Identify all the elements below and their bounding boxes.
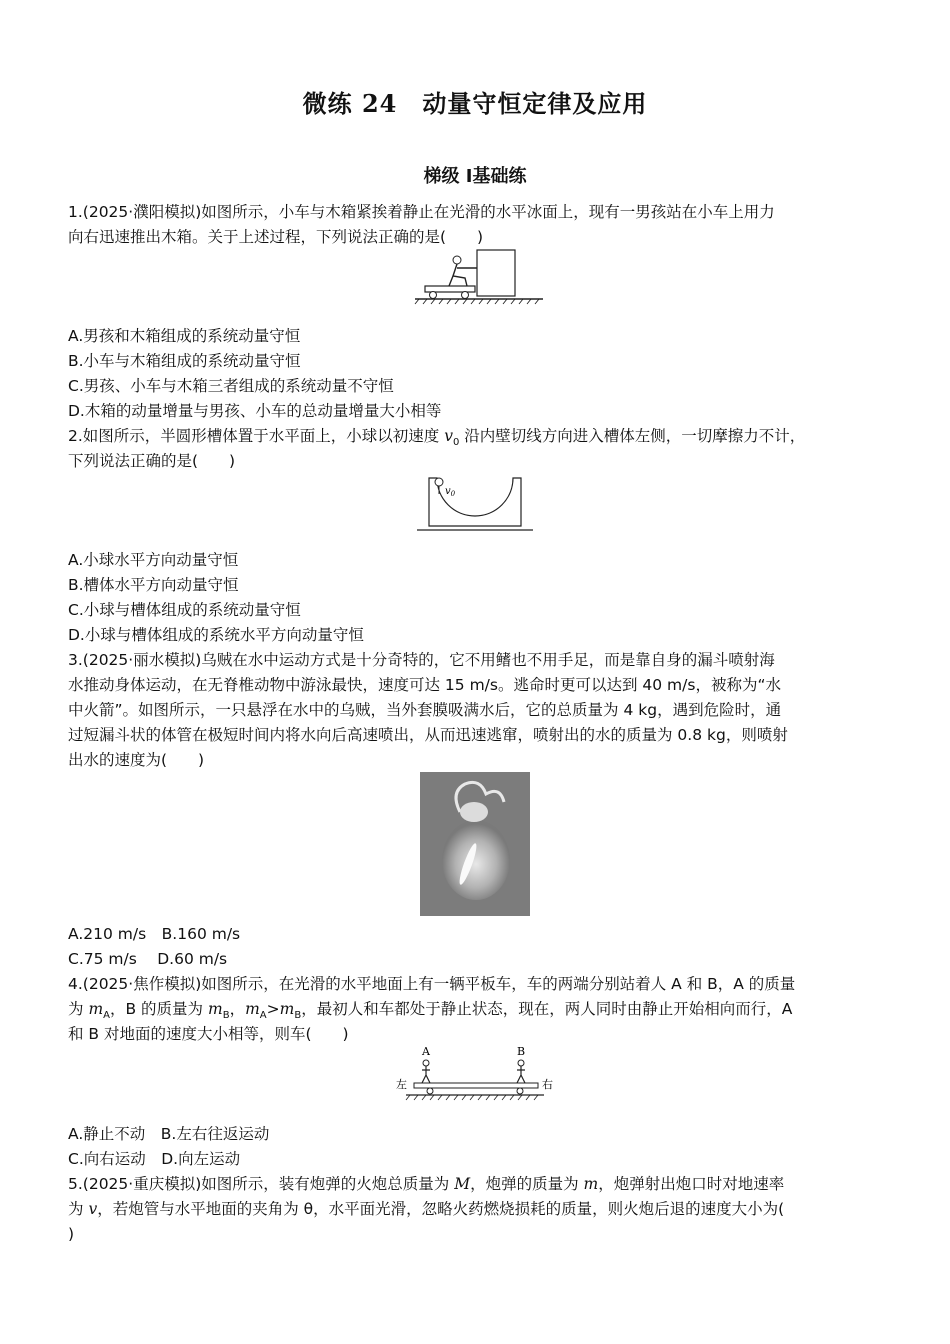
q4-stem-line3: 和 B 对地面的速度大小相等，则车( ) [68, 1025, 349, 1043]
q1-option-b: B.小车与木箱组成的系统动量守恒 [68, 352, 301, 370]
q3-stem-line2: 水推动身体运动，在无脊椎动物中游泳最快，速度可达 15 m/s。逃命时更可以达到 40 m/s，被称为“水 [68, 676, 781, 694]
q3-stem-line1: 3.(2025·丽水模拟)乌贼在水中运动方式是十分奇特的，它不用鳍也不用手足，而是靠自身的漏斗喷射海 [68, 651, 775, 669]
q2-fig-v0-label: $v_0$ [445, 486, 456, 498]
q4-options-row1: A.静止不动 B.左右往返运动 [68, 1125, 270, 1143]
q2-option-d: D.小球与槽体组成的系统水平方向动量守恒 [68, 626, 364, 644]
q2-stem-line1: 2.如图所示，半圆形槽体置于水平面上，小球以初速度 $v_0$ 沿内壁切线方向进入槽体左侧，一切摩擦力不计， [68, 427, 806, 449]
q4-stem-line2: 为 $m_A$，B 的质量为 $m_B$，$m_A>m_B$，最初人和车都处于静止状态，现在，两人同时由静止开始相向而行，A [68, 1000, 793, 1022]
q4-fig-right: 右 [542, 1078, 553, 1091]
page-title: 微练 24 动量守恒定律及应用 [302, 89, 648, 118]
q1-option-c: C.男孩、小车与木箱三者组成的系统动量不守恒 [68, 377, 394, 395]
q5-stem-line1: 5.(2025·重庆模拟)如图所示，装有炮弹的火炮总质量为 M，炮弹的质量为 m，炮弹射出炮口时对地速率 [68, 1175, 785, 1193]
q3-options-row1: A.210 m/s B.160 m/s [68, 925, 241, 943]
q1-stem-line1: 1.(2025·濮阳模拟)如图所示，小车与木箱紧挨着静止在光滑的水平冰面上，现有一男孩站在小车上用力 [68, 203, 775, 221]
q3-options-row2: C.75 m/s D.60 m/s [68, 950, 228, 968]
q2-option-b: B.槽体水平方向动量守恒 [68, 576, 239, 594]
q3-stem-line3: 中火箭”。如图所示，一只悬浮在水中的乌贼，当外套膜吸满水后，它的总质量为 4 kg，遇到危险时，通 [68, 701, 782, 719]
q4-options-row2: C.向右运动 D.向左运动 [68, 1150, 241, 1168]
q1-figure-cart-box [405, 248, 545, 306]
q2-figure-semicircle-trough [415, 474, 535, 536]
q5-stem-line3: ) [68, 1225, 75, 1243]
q3-squid-photo [420, 772, 530, 916]
q4-figure-flatcar [392, 1043, 558, 1103]
q4-fig-label-a: A [422, 1045, 430, 1058]
q3-stem-line5: 出水的速度为( ) [68, 751, 205, 769]
q5-stem-line2: 为 v，若炮管与水平地面的夹角为 θ，水平面光滑，忽略火药燃烧损耗的质量，则火炮后退的速度大小为( [68, 1200, 785, 1218]
q4-stem-line1: 4.(2025·焦作模拟)如图所示，在光滑的水平地面上有一辆平板车，车的两端分别站着人 A 和 B，A 的质量 [68, 975, 796, 993]
q1-option-d: D.木箱的动量增量与男孩、小车的总动量增量大小相等 [68, 402, 442, 420]
q2-option-c: C.小球与槽体组成的系统动量守恒 [68, 601, 301, 619]
q2-stem-line2: 下列说法正确的是( ) [68, 452, 236, 470]
q2-option-a: A.小球水平方向动量守恒 [68, 551, 239, 569]
q4-fig-left: 左 [396, 1078, 407, 1091]
section-heading: 梯级 Ⅰ基础练 [423, 166, 527, 187]
q1-stem-line2: 向右迅速推出木箱。关于上述过程，下列说法正确的是( ) [68, 228, 484, 246]
q3-stem-line4: 过短漏斗状的体管在极短时间内将水向后高速喷出，从而迅速逃窜，喷射出的水的质量为 0.8 kg，则喷射 [68, 726, 788, 744]
q1-option-a: A.男孩和木箱组成的系统动量守恒 [68, 327, 301, 345]
q4-fig-label-b: B [517, 1045, 526, 1058]
